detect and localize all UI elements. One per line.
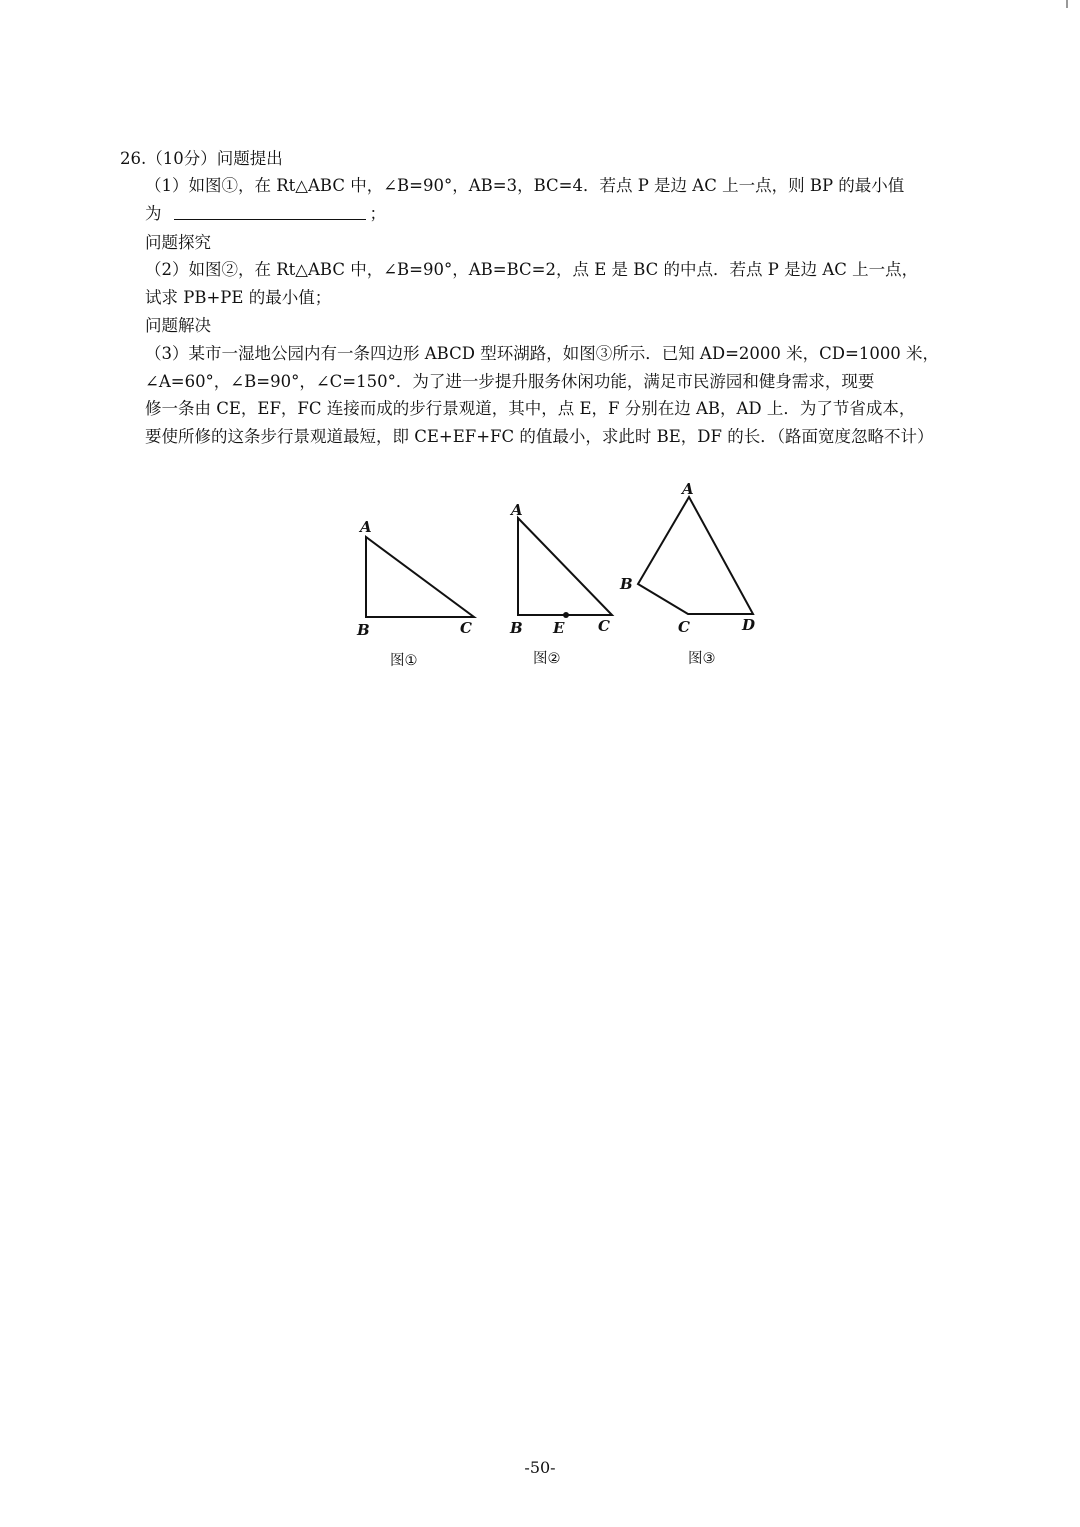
section-title-explore: 问题探究 <box>145 233 211 252</box>
fig2-label-c: C <box>598 617 610 635</box>
fig3-label-a: A <box>682 480 694 498</box>
part1-line2-prefix: 为 <box>145 204 162 223</box>
part3-line4: 要使所修的这条步行景观道最短，即 CE+EF+FC 的值最小，求此时 BE，DF 的长．（路面宽度忽略不计） <box>145 427 934 446</box>
fig2-label-b: B <box>510 619 523 637</box>
part1-line2-suffix: ； <box>369 204 386 223</box>
triangle-abc-fig1 <box>366 537 474 617</box>
part2-line2: 试求 PB+PE 的最小值； <box>145 288 332 307</box>
figure-2 <box>509 501 612 667</box>
fig1-label-b: B <box>357 621 370 639</box>
part1-line1: （1）如图①，在 Rt△ABC 中，∠B=90°，AB=3，BC=4．若点 P 是边 AC 上一点，则 BP 的最小值 <box>145 176 905 195</box>
triangle-abc-fig2 <box>518 518 612 615</box>
part3-line3: 修一条由 CE，EF，FC 连接而成的步行景观道，其中，点 E，F 分别在边 AB，AD 上．为了节省成本， <box>145 399 916 418</box>
part2-line1: （2）如图②，在 Rt△ABC 中，∠B=90°，AB=BC=2，点 E 是 BC 的中点．若点 P 是边 AC 上一点， <box>145 260 919 279</box>
quadrilateral-abcd <box>638 497 753 614</box>
fig2-label-e: E <box>553 619 565 637</box>
page-number: -50- <box>524 1458 556 1477</box>
geometry-figures <box>340 475 780 675</box>
figures-area <box>340 475 780 675</box>
fig1-caption: 图① <box>390 653 418 669</box>
question-header: 26.（10分）问题提出 <box>120 149 283 168</box>
part3-line2: ∠A=60°，∠B=90°，∠C=150°．为了进一步提升服务休闲功能，满足市民游园和健身需求，现要 <box>145 372 875 391</box>
part1-line2 <box>145 201 386 227</box>
fig2-label-a: A <box>511 501 523 519</box>
answer-blank[interactable] <box>174 205 366 220</box>
fig2-caption: 图② <box>533 651 561 667</box>
fig3-caption: 图③ <box>688 651 716 667</box>
section-title-solve: 问题解决 <box>145 316 211 335</box>
fig3-label-d: D <box>742 616 756 634</box>
fig1-label-a: A <box>360 518 372 536</box>
fig1-label-c: C <box>460 619 472 637</box>
figure-1 <box>356 518 474 669</box>
fig3-label-c: C <box>678 618 690 636</box>
part3-line1: （3）某市一湿地公园内有一条四边形 ABCD 型环湖路，如图③所示．已知 AD=2000 米，CD=1000 米， <box>145 344 940 363</box>
fig3-label-b: B <box>620 575 633 593</box>
point-e-dot <box>563 612 569 618</box>
scan-edge-mark <box>1066 0 1068 8</box>
figure-3 <box>619 480 755 667</box>
